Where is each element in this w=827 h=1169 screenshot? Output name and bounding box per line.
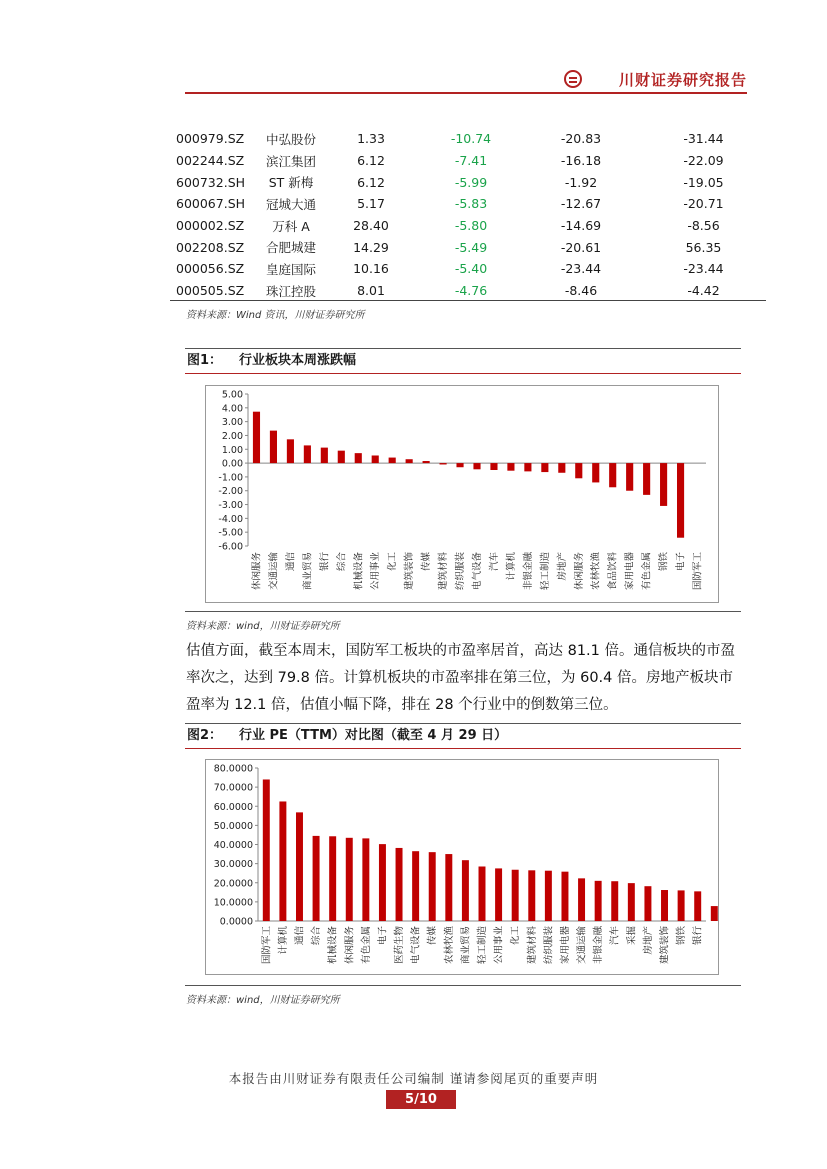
figure1-title-bar	[185, 348, 741, 374]
y-tick-label: -6.00	[218, 541, 243, 553]
stock-code-cell: 600732.SH	[176, 174, 246, 190]
monthly-change-cell: -20.61	[560, 239, 602, 255]
stock-price-cell: 1.33	[357, 131, 385, 147]
table-bottom-rule	[170, 300, 766, 301]
y-tick-label: 0.00	[221, 458, 243, 470]
chart-bar	[263, 779, 270, 921]
y-tick-label: 30.0000	[213, 859, 253, 871]
x-tick-label: 家用电器	[624, 552, 636, 591]
stock-code-cell: 002208.SZ	[176, 239, 245, 255]
stock-name-cell: 冠城大通	[265, 196, 316, 212]
x-tick-label: 纺织服装	[543, 926, 555, 965]
y-tick-label: -4.00	[218, 513, 243, 525]
x-tick-label: 传媒	[421, 552, 433, 572]
y-tick-label: 0.0000	[219, 916, 253, 928]
x-tick-label: 电子	[377, 926, 389, 946]
table-row	[170, 128, 771, 150]
table-row	[170, 193, 771, 215]
chart-bar	[440, 463, 447, 464]
weekly-change-cell: -4.76	[454, 283, 488, 299]
chart-bar	[313, 836, 320, 921]
chart-bar	[528, 870, 535, 921]
y-tick-label: 3.00	[221, 417, 243, 429]
x-tick-label: 建筑材料	[526, 926, 538, 965]
table-row	[170, 236, 771, 258]
stock-code-cell: 000056.SZ	[176, 261, 245, 277]
chart-bar	[677, 463, 684, 538]
chart-bar	[490, 463, 497, 470]
figure1-label: 图1：	[187, 353, 223, 368]
stock-price-cell: 5.17	[357, 196, 385, 212]
yearly-change-cell: -22.09	[683, 153, 724, 169]
x-tick-label: 国防军工	[261, 926, 273, 965]
x-tick-label: 电气设备	[472, 552, 483, 591]
weekly-change-cell: -5.40	[454, 261, 488, 277]
figure1-title: 行业板块本周涨跌幅	[239, 353, 357, 368]
x-tick-label: 有色金属	[360, 926, 372, 965]
chart-bar	[296, 812, 303, 921]
chart-bar	[287, 439, 294, 463]
stock-price-cell: 8.01	[357, 283, 385, 299]
monthly-change-cell: -12.67	[560, 196, 602, 212]
x-tick-label: 纺织服装	[455, 552, 467, 591]
y-tick-label: -1.00	[218, 472, 243, 484]
company-logo-icon	[564, 70, 582, 88]
x-tick-label: 采掘	[626, 926, 638, 946]
x-tick-label: 电子	[675, 552, 687, 572]
stock-name-cell: ST 新梅	[268, 175, 314, 191]
weekly-change-cell: -5.99	[454, 174, 488, 190]
x-tick-label: 休闲服务	[251, 552, 263, 591]
chart-bar	[462, 860, 469, 921]
x-tick-label: 农林牧渔	[590, 552, 602, 591]
monthly-change-cell: -1.92	[564, 174, 598, 190]
stock-price-cell: 28.40	[353, 218, 389, 234]
yearly-change-cell: -20.71	[683, 196, 724, 212]
chart-bar	[304, 445, 311, 463]
chart-bar	[711, 906, 718, 921]
stock-name-cell: 合肥城建	[265, 240, 316, 256]
stock-code-cell: 000979.SZ	[176, 131, 245, 147]
chart-bar	[445, 854, 452, 921]
weekly-change-cell: -5.49	[454, 239, 488, 255]
y-tick-label: 2.00	[221, 430, 243, 442]
stock-price-cell: 14.29	[353, 239, 389, 255]
x-tick-label: 轻工制造	[477, 926, 488, 965]
x-tick-label: 建筑装饰	[659, 926, 671, 965]
y-tick-label: 1.00	[221, 444, 243, 456]
x-tick-label: 农林牧渔	[443, 926, 455, 965]
header-rule	[185, 92, 747, 94]
header-title: 川财证券研究报告	[618, 71, 747, 89]
monthly-change-cell: -20.83	[560, 131, 602, 147]
stock-name-cell: 万科 A	[272, 218, 310, 234]
x-tick-label: 公用事业	[370, 552, 382, 591]
yearly-change-cell: -23.44	[683, 261, 724, 277]
x-tick-label: 电气设备	[410, 926, 422, 965]
chart-bar	[355, 453, 362, 463]
y-tick-label: 4.00	[221, 403, 243, 415]
stock-price-cell: 10.16	[353, 261, 389, 277]
chart-bar	[595, 881, 602, 921]
monthly-change-cell: -23.44	[560, 261, 602, 277]
x-tick-label: 计算机	[505, 552, 517, 581]
stock-price-cell: 6.12	[357, 174, 385, 190]
chart-bar	[558, 463, 565, 473]
x-tick-label: 通信	[285, 552, 297, 572]
chart-bar	[592, 463, 599, 482]
y-tick-label: 5.00	[221, 389, 243, 401]
stock-table	[170, 128, 771, 302]
table-row	[170, 280, 771, 302]
y-tick-label: 40.0000	[213, 840, 253, 851]
weekly-change-cell: -10.74	[450, 131, 492, 147]
table-source-note: 资料来源：Wind 资讯，川财证券研究所	[186, 310, 365, 321]
chart-bar	[512, 870, 519, 921]
figure2-chart	[206, 760, 718, 974]
table-row	[170, 215, 771, 237]
chart-bar	[626, 463, 633, 491]
y-tick-label: -2.00	[218, 486, 243, 498]
stock-name-cell: 珠江控股	[265, 283, 316, 299]
x-tick-label: 交通运输	[268, 552, 280, 591]
x-tick-label: 机械设备	[327, 926, 339, 965]
stock-name-cell: 滨江集团	[265, 153, 316, 169]
x-tick-label: 汽车	[488, 552, 500, 572]
x-tick-label: 休闲服务	[344, 926, 356, 965]
page-number: 5/10	[386, 1090, 456, 1109]
y-tick-label: 80.0000	[213, 763, 253, 775]
x-tick-label: 房地产	[642, 926, 654, 955]
chart-bar	[660, 463, 667, 506]
chart-bar	[389, 458, 396, 464]
chart-bar	[456, 463, 463, 467]
x-tick-label: 公用事业	[493, 926, 505, 965]
chart-bar	[507, 463, 514, 471]
chart-bar	[628, 883, 635, 921]
chart-bar	[362, 838, 369, 921]
figure1-chart-frame	[205, 385, 719, 603]
yearly-change-cell: -19.05	[683, 174, 724, 190]
x-tick-label: 综合	[336, 552, 348, 572]
chart-bar	[495, 868, 502, 921]
x-tick-label: 非银金融	[593, 926, 605, 965]
stock-name-cell: 皇庭国际	[265, 261, 316, 277]
y-tick-label: 10.0000	[213, 897, 253, 909]
chart-bar	[644, 886, 651, 921]
chart-bar	[346, 838, 353, 921]
x-tick-label: 综合	[311, 926, 323, 946]
page-header	[185, 60, 747, 94]
x-tick-label: 通信	[294, 926, 306, 946]
weekly-change-cell: -5.83	[454, 196, 488, 212]
chart-bar	[479, 866, 486, 921]
chart-bar	[321, 448, 328, 463]
x-tick-label: 汽车	[609, 926, 621, 946]
y-tick-label: 50.0000	[213, 820, 253, 832]
footer-disclaimer: 本报告由川财证券有限责任公司编制 谨请参阅尾页的重要声明	[228, 1071, 599, 1086]
monthly-change-cell: -14.69	[560, 218, 602, 234]
x-tick-label: 计算机	[277, 926, 289, 955]
chart-bar	[609, 463, 616, 487]
x-tick-label: 钢铁	[658, 552, 670, 572]
x-tick-label: 钢铁	[676, 926, 688, 946]
x-tick-label: 商业贸易	[302, 552, 314, 591]
chart-bar	[379, 844, 386, 921]
x-tick-label: 休闲服务	[573, 552, 585, 591]
chart-bar	[678, 890, 685, 921]
table-row	[170, 258, 771, 280]
x-tick-label: 房地产	[556, 552, 568, 581]
stock-code-cell: 000002.SZ	[176, 218, 245, 234]
x-tick-label: 国防军工	[692, 552, 704, 591]
chart-bar	[338, 451, 345, 463]
stock-name-cell: 中弘股份	[265, 131, 316, 147]
chart-bar	[396, 848, 403, 921]
x-tick-label: 建筑材料	[438, 552, 450, 591]
chart-bar	[253, 412, 260, 463]
chart-bar	[473, 463, 480, 469]
x-tick-label: 家用电器	[559, 926, 571, 965]
figure1-chart	[206, 386, 718, 602]
monthly-change-cell: -16.18	[560, 153, 602, 169]
x-tick-label: 交通运输	[576, 926, 588, 965]
figure2-label: 图2：	[187, 728, 223, 743]
chart-bar	[643, 463, 650, 495]
x-tick-label: 轻工制造	[539, 552, 551, 591]
chart-bar	[406, 459, 413, 463]
chart-bar	[429, 852, 436, 921]
chart-bar	[412, 851, 419, 921]
stock-code-cell: 000505.SZ	[176, 283, 245, 299]
x-tick-label: 非银金融	[522, 552, 534, 591]
x-tick-label: 传媒	[427, 926, 439, 946]
y-tick-label: 60.0000	[213, 801, 253, 813]
stock-price-cell: 6.12	[357, 153, 385, 169]
y-tick-label: 20.0000	[213, 878, 253, 890]
figure2-title: 行业 PE（TTM）对比图（截至 4 月 29 日）	[239, 728, 508, 743]
figure1-bottom-rule	[185, 611, 741, 612]
valuation-paragraph: 估值方面，截至本周末，国防军工板块的市盈率居首，高达 81.1 倍。通信板块的市盈率次之，达到 79.8 倍。计算机板块的市盈率排在第三位，为 60.4 倍。房地产板块市盈率为 12.1 倍，估值小幅下降，排在 28 个行业中的倒数第三位。	[186, 643, 736, 713]
x-tick-label: 医药生物	[394, 926, 406, 965]
chart-bar	[575, 463, 582, 478]
x-tick-label: 银行	[319, 552, 331, 572]
yearly-change-cell: 56.35	[685, 239, 722, 255]
figure2-bottom-rule	[185, 985, 741, 986]
chart-bar	[524, 463, 531, 471]
chart-bar	[661, 890, 668, 921]
chart-bar	[329, 836, 336, 921]
y-tick-label: -3.00	[218, 500, 243, 512]
x-tick-label: 建筑装饰	[404, 552, 416, 591]
x-tick-label: 食品饮料	[607, 552, 619, 591]
y-tick-label: 70.0000	[213, 782, 253, 794]
figure1-source-note: 资料来源：wind，川财证券研究所	[186, 621, 340, 632]
chart-bar	[279, 801, 286, 921]
x-tick-label: 化工	[387, 552, 399, 572]
figure2-source-note: 资料来源：wind，川财证券研究所	[186, 995, 340, 1006]
chart-bar	[611, 881, 618, 921]
y-tick-label: -5.00	[218, 527, 243, 539]
chart-bar	[372, 455, 379, 463]
chart-bar	[694, 891, 701, 921]
table-row	[170, 150, 771, 172]
x-tick-label: 有色金属	[641, 552, 653, 591]
x-tick-label: 化工	[510, 926, 522, 946]
x-tick-label: 银行	[692, 926, 704, 946]
yearly-change-cell: -31.44	[683, 131, 724, 147]
chart-bar	[423, 461, 430, 463]
chart-bar	[578, 878, 585, 921]
monthly-change-cell: -8.46	[564, 283, 598, 299]
chart-bar	[561, 872, 568, 921]
x-tick-label: 商业贸易	[460, 926, 472, 965]
weekly-change-cell: -5.80	[454, 218, 488, 234]
stock-code-cell: 600067.SH	[176, 196, 246, 212]
stock-code-cell: 002244.SZ	[176, 153, 245, 169]
chart-bar	[270, 431, 277, 463]
yearly-change-cell: -8.56	[687, 218, 720, 234]
table-row	[170, 171, 771, 193]
chart-bar	[541, 463, 548, 472]
chart-bar	[545, 871, 552, 921]
yearly-change-cell: -4.42	[687, 283, 720, 299]
x-tick-label: 机械设备	[353, 552, 365, 591]
weekly-change-cell: -7.41	[454, 153, 488, 169]
figure2-chart-frame	[205, 759, 719, 975]
figure2-title-bar	[185, 723, 741, 749]
